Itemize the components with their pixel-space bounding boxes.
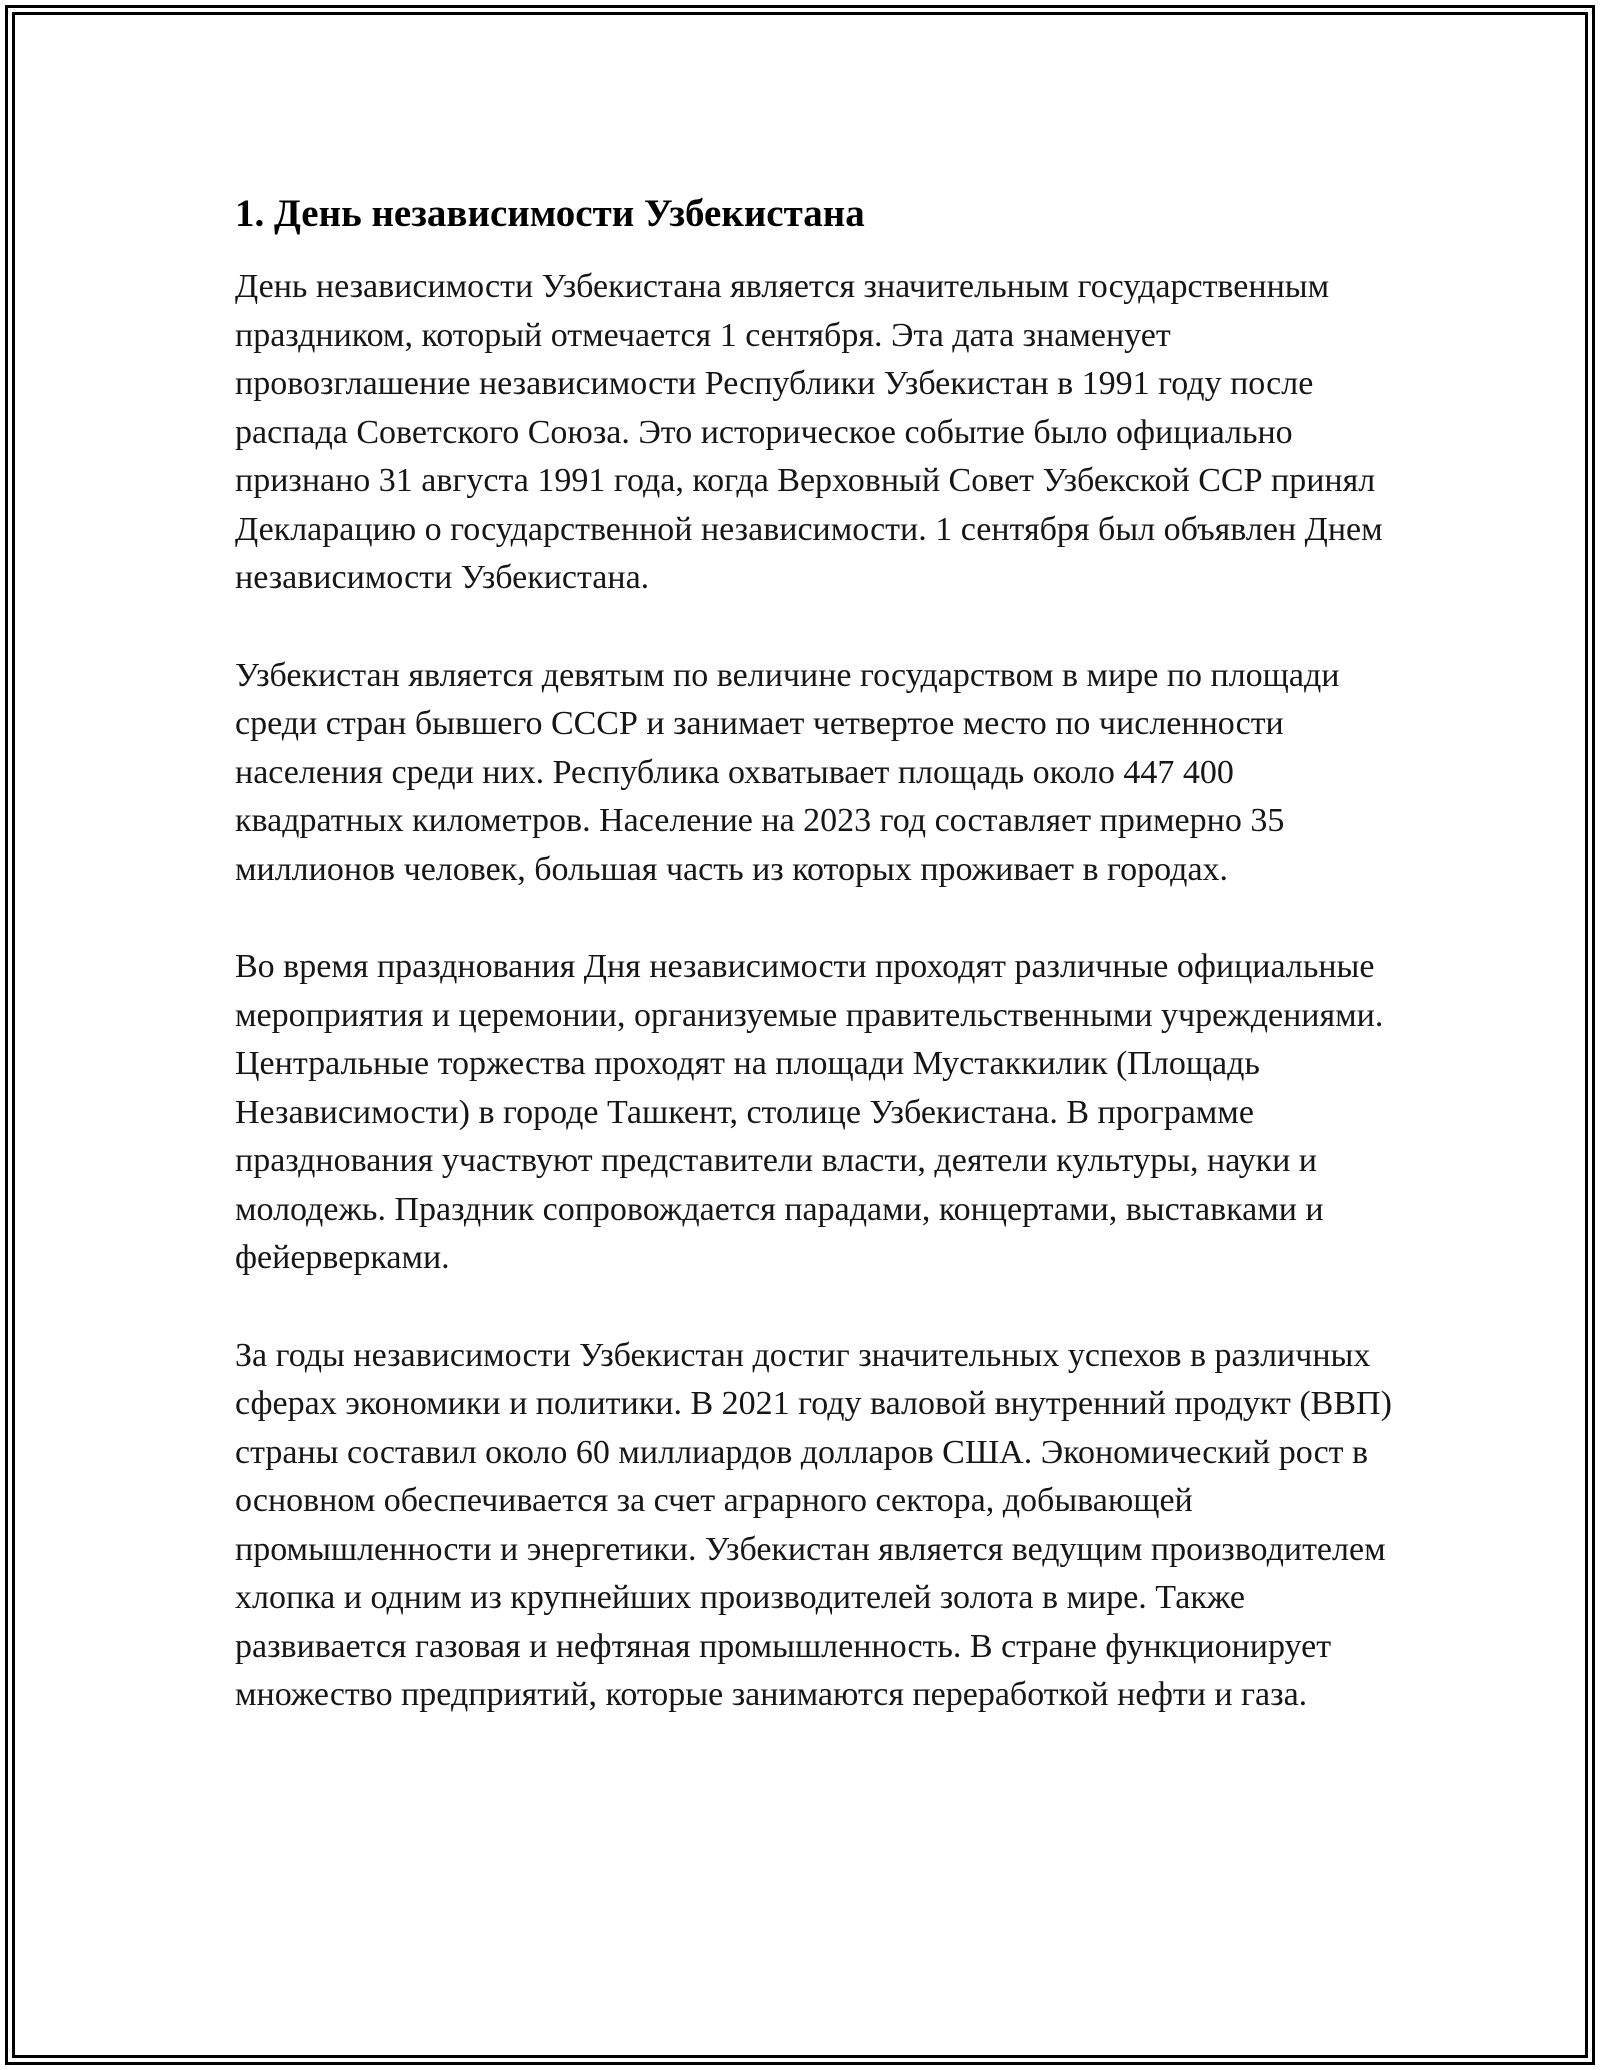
document-body [235, 185, 1395, 1769]
section-heading: 1. День независимости Узбекистана [235, 192, 865, 235]
paragraph-celebrations: Во время празднования Дня независимости проходят различные официальные мероприятия и церемонии, организуемые правительственными учреждениями. Центральные торжества проходят на площади Мустаккилик (Площадь Независимости) в городе Ташкент, столице Узбекистана. В программе празднования участвуют представители власти, деятели культуры, науки и молодежь. Праздник сопровождается парадами, концертами, выставками и фейерверками. [235, 948, 1384, 1276]
paragraph-economy: За годы независимости Узбекистан достиг значительных успехов в различных сферах экономики и политики. В 2021 году валовой внутренний продукт (ВВП) страны составил около 60 миллиардов долларов США. Экономический рост в основном обеспечивается за счет аграрного сектора, добывающей промышленности и энергетики. Узбекистан является ведущим производителем хлопка и одним из крупнейших производителей золота в мире. Также развивается газовая и нефтяная промышленность. В стране функционирует множество предприятий, которые занимаются переработкой нефти и газа. [235, 1336, 1392, 1713]
paragraph-geography-population: Узбекистан является девятым по величине государством в мире по площади среди стран бывшего СССР и занимает четвертое место по численности населения среди них. Республика охватывает площадь около 447 400 квадратных километров. Население на 2023 год составляет примерно 35 миллионов человек, большая часть из которых проживает в городах. [235, 656, 1340, 888]
paragraph-independence-day: День независимости Узбекистана является значительным государственным праздником, который отмечается 1 сентября. Эта дата знаменует провозглашение независимости Республики Узбекистан в 1991 году после распада Советского Союза. Это историческое событие было официально признано 31 августа 1991 года, когда Верховный Совет Узбекской ССР принял Декларацию о государственной независимости. 1 сентября был объявлен Днем независимости Узбекистана. [235, 268, 1383, 596]
